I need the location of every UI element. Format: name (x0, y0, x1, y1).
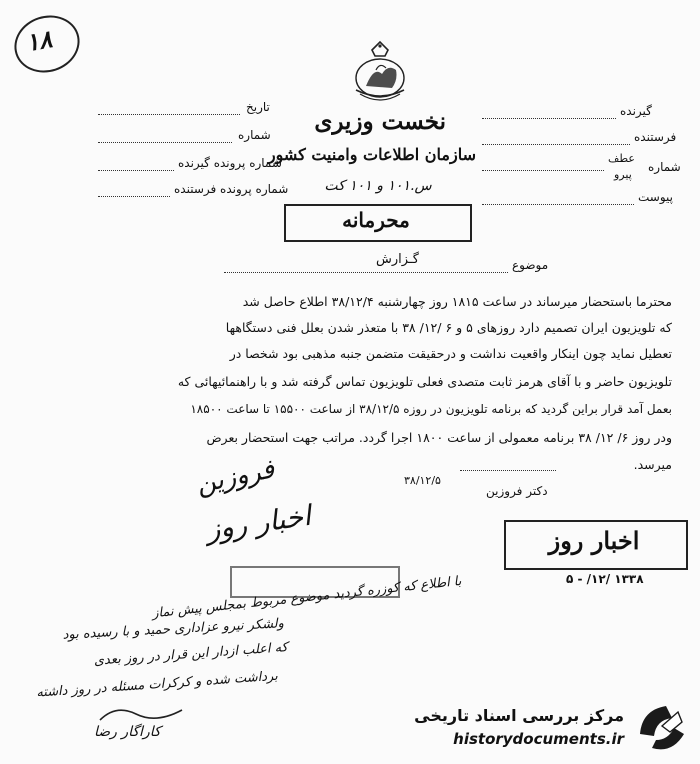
news-stamp-text: اخبار روز (548, 526, 640, 555)
subject-value: گـزارش (376, 252, 419, 267)
body-line-4: تلویزیون حاضر و با آقای هرمز ثابت متصدی فعلی تلویزیون تماس گرفته شد و با راهنمائیهائی که (177, 374, 672, 389)
subject-field-line (224, 272, 508, 273)
watermark-url: historydocuments.ir (453, 730, 624, 748)
body-line-1: محترما باستحضار میرساند در ساعت ۱۸۱۵ روز چهارشنبه ۳۸/۱۲/۴ اطلاع حاصل شد (242, 294, 672, 309)
number-label-right: شماره (648, 160, 681, 174)
number-field-line-right (482, 170, 604, 171)
sender-file-label: شماره پرونده فرستنده (174, 182, 289, 196)
handwritten-note-3: که اعلب ازدار این قرار در روز بعدی (93, 640, 289, 669)
recipient-field-line (482, 118, 616, 119)
number-label-left: شماره (238, 128, 271, 142)
signatory-date: ۳۸/۱۲/۵ (404, 474, 441, 487)
page-number: ۱۸ (23, 23, 55, 58)
attachment-label: پیوست (638, 190, 673, 204)
number-field-line-left (98, 142, 232, 143)
signature-2: اخبار روز (204, 498, 313, 547)
org-reference: س.۱۰۱ و ۱۰۱ کت (324, 178, 432, 194)
recipient-file-label: شماره پرونده گیرنده (178, 156, 282, 170)
body-end-line (460, 470, 556, 471)
classification-text: محرمانه (342, 208, 410, 232)
recipient-label: گیرنده (620, 104, 652, 118)
body-line-6: ودر روز ۶/ ۱۲/ ۳۸ برنامه معمولی از ساعت ۱۸۰۰ اجرا گردد. مراتب جهت استحضار بعرض (206, 430, 672, 445)
watermark-title: مرکز بررسی اسناد تاریخی (414, 706, 624, 725)
recipient-file-line (98, 170, 174, 171)
subject-label: موضوع (512, 258, 549, 272)
handwritten-note-signature: کاراگار رضا (94, 724, 161, 740)
peyro-label: پیرو (614, 168, 632, 181)
news-stamp-date: ۵ - /۱۲/ ۱۳۳۸ (566, 572, 644, 586)
org-title: نخست وزیری (314, 108, 446, 135)
body-line-2: که تلویزیون ایران تصمیم دارد روزهای ۵ و ۶ /۱۲/ ۳۸ با متعذر شدن بعلل فنی دستگاهها (225, 320, 672, 335)
sender-file-line (98, 196, 170, 197)
body-line-3: تعطیل نماید چون اینکار واقعیت نداشت و درحقیقت متضمن جنبه مذهبی بود شخصا در (229, 346, 672, 361)
signatory-name: دکتر فروزین (486, 484, 548, 498)
body-line-7: میرسد. (633, 457, 672, 472)
handwritten-note-4: برداشت شده و کرکرات مسئله در روز داشته (35, 668, 279, 701)
lion-and-sun-emblem-icon (346, 40, 414, 106)
handwritten-note-1: با اطلاع که کوزره گردید موضوع مربوط بمجلس پیش نماز (151, 573, 463, 622)
date-field-line (98, 114, 240, 115)
handwritten-note-2: ولشکر نیرو عزاداری حمید و با رسیده بود (62, 616, 285, 643)
attachment-field-line (482, 204, 634, 205)
handwritten-flourish-icon (96, 700, 186, 728)
signature-1: فروزین (193, 454, 278, 500)
atf-label: عطف (608, 152, 635, 165)
history-documents-logo-icon (632, 700, 692, 758)
org-department: سازمان اطلاعات وامنیت کشور (267, 145, 476, 164)
sender-field-line (482, 144, 630, 145)
body-line-5: بعمل آمد قرار براین گردید که برنامه تلویزیون در روزه ۳۸/۱۲/۵ از ساعت ۱۵۵۰۰ تا ساعت ۱۸۵۰۰ (190, 402, 672, 416)
sender-label: فرستنده (634, 130, 677, 144)
date-label: تاریخ (246, 100, 270, 114)
